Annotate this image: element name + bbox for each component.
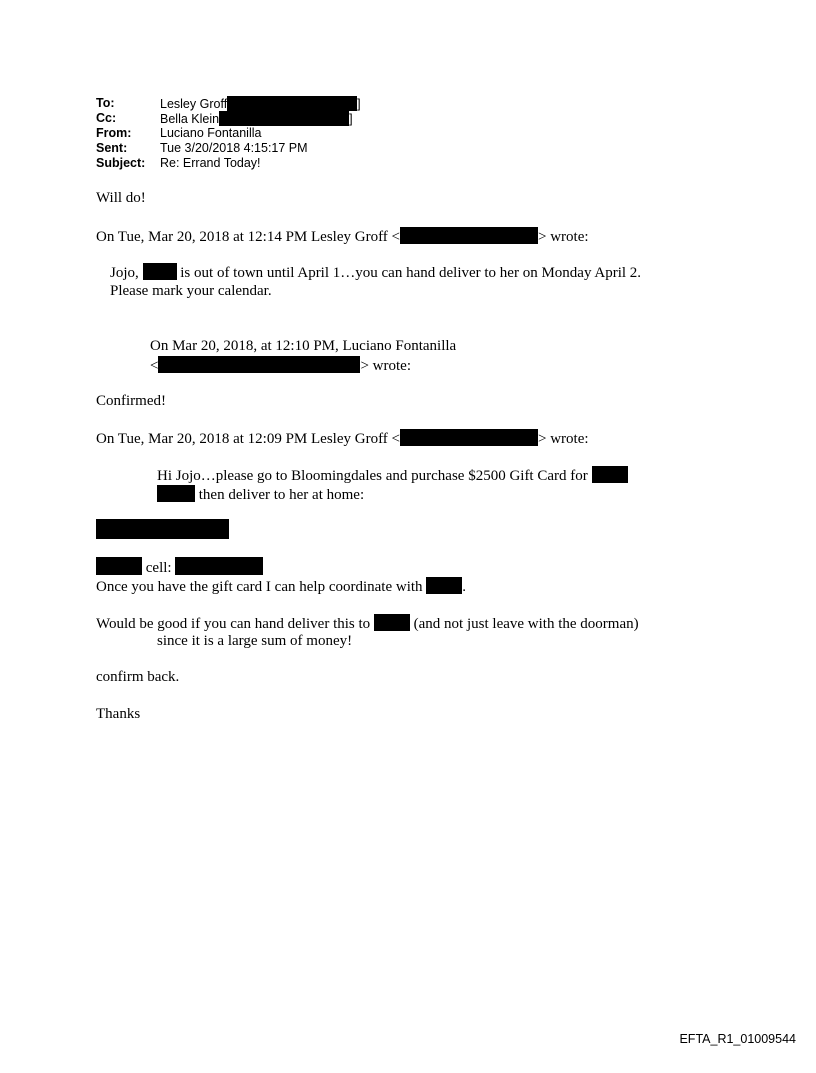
quote-2-intro-1: On Mar 20, 2018, at 12:10 PM, Luciano Fontanilla — [150, 338, 457, 354]
cell-label: cell: — [145, 560, 172, 576]
quote-1-intro-end: > wrote: — [538, 229, 589, 245]
redaction-bar — [374, 614, 410, 631]
cell-line — [96, 557, 263, 577]
redaction-bar — [227, 96, 357, 111]
quote-3-line-1-text: Hi Jojo…please go to Bloomingdales and purchase $2500 Gift Card for — [157, 468, 588, 484]
redaction-bar — [158, 356, 360, 373]
redaction-bar — [400, 429, 538, 446]
redaction-bar — [96, 557, 142, 575]
quote-2-intro-2 — [150, 356, 411, 375]
quote-3-line-2-text: then deliver to her at home: — [198, 487, 365, 503]
subject-label: Subject: — [96, 156, 146, 170]
document-id: EFTA_R1_01009544 — [679, 1032, 796, 1046]
subject-value: Re: Errand Today! — [160, 156, 261, 170]
quote-1-line-1 — [110, 263, 641, 282]
quote-1-line-2: Please mark your calendar. — [110, 283, 272, 299]
cc-name: Bella Klein — [160, 112, 220, 126]
quote-3-intro-end: > wrote: — [538, 431, 589, 447]
coordinate-period: . — [462, 579, 467, 595]
quote-3-line-2 — [157, 485, 364, 504]
from-label: From: — [96, 126, 132, 140]
deliver-text-a: Would be good if you can hand deliver this to — [96, 616, 371, 632]
cc-label: Cc: — [96, 111, 117, 125]
quote-1-line-1-text: is out of town until April 1…you can hand deliver to her on Monday April 2. — [180, 265, 642, 281]
address-redaction — [96, 519, 229, 539]
to-value — [160, 96, 361, 112]
deliver-line-2: since it is a large sum of money! — [157, 633, 353, 649]
confirm-back-text: confirm back. — [96, 669, 180, 685]
quote-3-intro — [96, 429, 589, 448]
quote-3-intro-text: On Tue, Mar 20, 2018 at 12:09 PM Lesley Groff < — [96, 431, 401, 447]
to-label: To: — [96, 96, 115, 110]
thanks-text: Thanks — [96, 706, 141, 722]
quote-1-intro — [96, 227, 589, 246]
redaction-bar — [400, 227, 538, 244]
redaction-bar — [426, 577, 462, 594]
deliver-text-b: (and not just leave with the doorman) — [413, 616, 639, 632]
redaction-bar — [143, 263, 177, 280]
to-bracket: ] — [357, 97, 361, 111]
reply-confirmed: Confirmed! — [96, 393, 166, 409]
quote-2-bracket: < — [150, 358, 159, 374]
coordinate-line — [96, 577, 466, 596]
redaction-bar — [592, 466, 628, 483]
redaction-bar — [157, 485, 195, 502]
quote-3-line-1 — [157, 466, 628, 485]
sent-value: Tue 3/20/2018 4:15:17 PM — [160, 141, 308, 155]
from-value: Luciano Fontanilla — [160, 126, 262, 140]
redaction-bar — [175, 557, 263, 575]
quote-2-intro-end: > wrote: — [360, 358, 411, 374]
redaction-bar — [219, 111, 349, 126]
to-name: Lesley Groff — [160, 97, 228, 111]
deliver-line-1 — [96, 614, 639, 633]
quote-1-intro-text: On Tue, Mar 20, 2018 at 12:14 PM Lesley Groff < — [96, 229, 401, 245]
cc-bracket: ] — [349, 112, 353, 126]
sent-label: Sent: — [96, 141, 128, 155]
quote-1-greeting: Jojo, — [110, 265, 139, 281]
reply-will-do: Will do! — [96, 190, 146, 206]
coordinate-text: Once you have the gift card I can help coordinate with — [96, 579, 423, 595]
cc-value — [160, 111, 353, 127]
